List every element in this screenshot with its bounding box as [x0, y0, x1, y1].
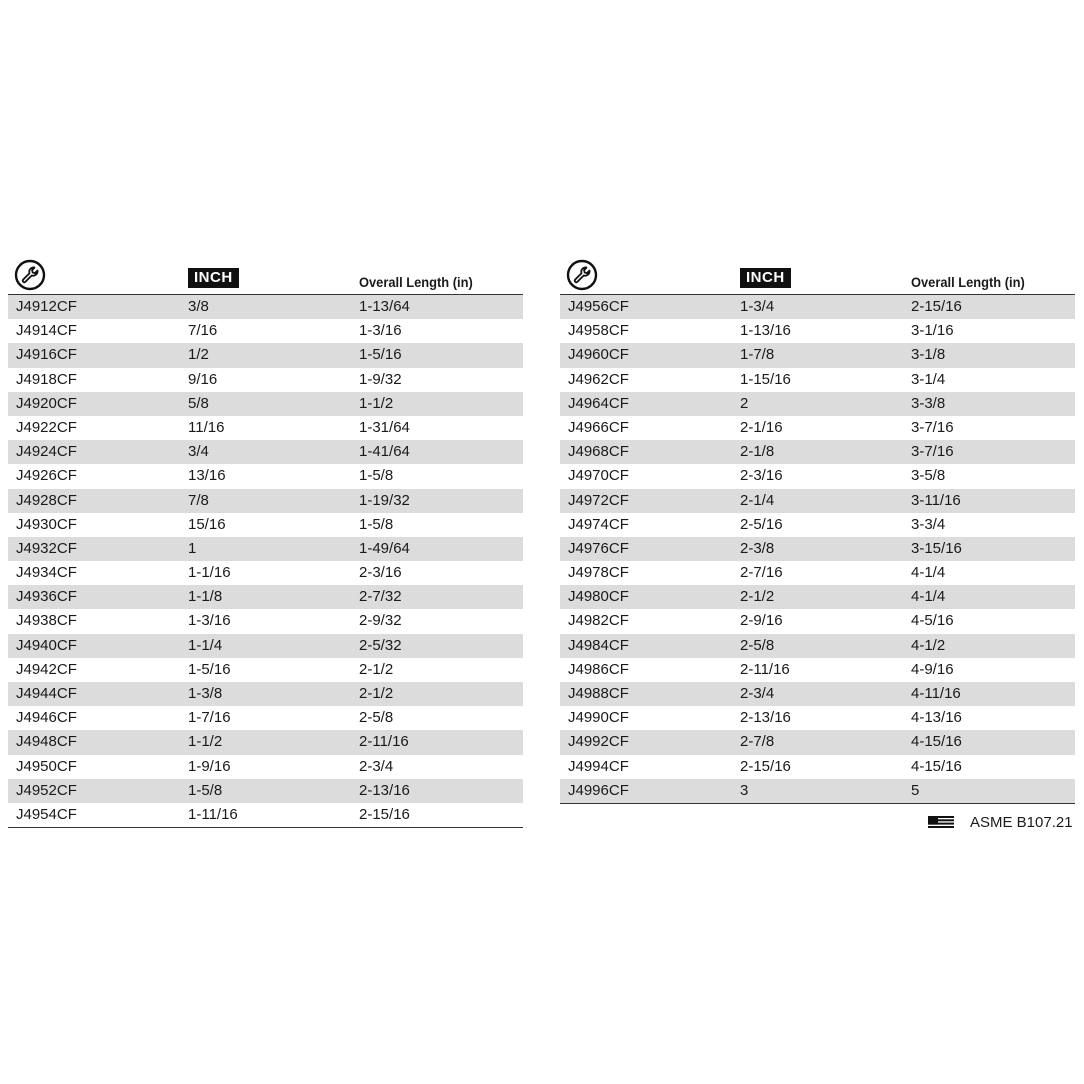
part-number: J4918CF: [16, 370, 77, 388]
part-number: J4958CF: [568, 322, 629, 340]
part-number: J4956CF: [568, 298, 629, 315]
table-row: [8, 706, 523, 730]
part-number: J4948CF: [16, 733, 77, 751]
overall-length: 3-1/8: [911, 346, 946, 364]
table-body: [8, 295, 523, 827]
part-number: J4936CF: [16, 588, 77, 606]
part-number: J4972CF: [568, 491, 629, 509]
overall-length: 1-13/64: [359, 298, 410, 315]
overall-length: 1-9/32: [359, 370, 402, 388]
overall-length: 4-15/16: [911, 757, 962, 775]
size-inch: 1-3/16: [188, 612, 231, 630]
size-inch: 15/16: [188, 515, 226, 533]
table-bottom-rule: [560, 803, 1075, 804]
overall-length: 4-5/16: [911, 612, 954, 630]
part-number: J4930CF: [16, 515, 77, 533]
table-row: [560, 319, 1075, 343]
table-row: [8, 755, 523, 779]
size-inch: 2-13/16: [740, 709, 791, 727]
part-number: J4986CF: [568, 660, 629, 678]
part-number: J4966CF: [568, 418, 629, 436]
size-inch: 2-5/8: [740, 636, 775, 654]
overall-length: 2-7/32: [359, 588, 402, 606]
table-row: [560, 755, 1075, 779]
size-inch: 7/16: [188, 322, 218, 340]
table-row: [560, 392, 1075, 416]
part-number: J4970CF: [568, 467, 629, 485]
table-row: [560, 464, 1075, 488]
size-inch: 5/8: [188, 394, 209, 412]
overall-length: 2-15/16: [911, 298, 962, 315]
overall-length: 4-1/4: [911, 588, 946, 606]
size-inch: 2-3/4: [740, 685, 775, 702]
overall-length: 2-15/16: [359, 805, 410, 823]
overall-length: 2-3/16: [359, 564, 402, 582]
part-number: J4932CF: [16, 539, 77, 557]
part-number: J4946CF: [16, 709, 77, 727]
part-number: J4926CF: [16, 467, 77, 485]
table-row: [8, 779, 523, 803]
overall-length: 1-5/8: [359, 467, 394, 485]
part-number: J4962CF: [568, 370, 629, 388]
overall-length: 1-5/8: [359, 515, 394, 533]
size-inch: 3: [740, 781, 749, 799]
overall-length: 4-11/16: [911, 685, 961, 702]
table-row: [8, 561, 523, 585]
size-inch: 11/16: [188, 418, 225, 436]
table-row: [560, 609, 1075, 633]
size-inch: 2-15/16: [740, 757, 791, 775]
part-number: J4942CF: [16, 660, 77, 678]
overall-length: 2-5/8: [359, 709, 394, 727]
overall-length: 2-5/32: [359, 636, 402, 654]
size-inch: 1-7/16: [188, 709, 231, 727]
size-inch: 1: [188, 539, 197, 557]
overall-length: 4-1/2: [911, 636, 946, 654]
table-row: [560, 416, 1075, 440]
overall-length: 1-5/16: [359, 346, 402, 364]
table-row: [8, 464, 523, 488]
size-inch: 1-5/8: [188, 781, 223, 799]
size-inch: 7/8: [188, 491, 209, 509]
overall-length: 3-5/8: [911, 467, 946, 485]
part-number: J4914CF: [16, 322, 77, 340]
part-number: J4984CF: [568, 636, 629, 654]
table-row: [560, 779, 1075, 803]
table-row: [560, 537, 1075, 561]
overall-length: 2-1/2: [359, 685, 394, 702]
overall-length: 3-1/4: [911, 370, 946, 388]
part-number: J4950CF: [16, 757, 77, 775]
overall-length: 3-11/16: [911, 491, 961, 509]
table-row: [8, 634, 523, 658]
size-inch: 2-1/8: [740, 443, 775, 461]
size-inch: 1-1/16: [188, 564, 231, 582]
part-number: J4988CF: [568, 685, 629, 702]
spec-table-left: [8, 258, 523, 828]
overall-length: 1-19/32: [359, 491, 410, 509]
size-inch: 2-7/16: [740, 564, 783, 582]
part-number: J4944CF: [16, 685, 77, 702]
part-number: J4994CF: [568, 757, 629, 775]
size-inch: 1-3/8: [188, 685, 223, 702]
table-row: [560, 706, 1075, 730]
table-row: [8, 392, 523, 416]
overall-length: 4-9/16: [911, 660, 954, 678]
part-number: J4968CF: [568, 443, 629, 461]
length-label: Overall Length (in): [359, 274, 473, 290]
asme-standard: ASME B107.21: [970, 814, 1073, 831]
table-row: [560, 368, 1075, 392]
table-row: [560, 585, 1075, 609]
overall-length: 3-3/8: [911, 394, 946, 412]
overall-length: 1-3/16: [359, 322, 402, 340]
overall-length: 1-1/2: [359, 394, 394, 412]
length-label: Overall Length (in): [911, 274, 1025, 290]
part-number: J4974CF: [568, 515, 629, 533]
size-inch: 1-1/4: [188, 636, 223, 654]
overall-length: 2-3/4: [359, 757, 394, 775]
table-row: [560, 343, 1075, 367]
overall-length: 2-13/16: [359, 781, 410, 799]
table-row: [560, 295, 1075, 319]
size-inch: 2-7/8: [740, 733, 775, 751]
part-number: J4928CF: [16, 491, 77, 509]
part-number: J4990CF: [568, 709, 629, 727]
overall-length: 2-1/2: [359, 660, 394, 678]
part-number: J4920CF: [16, 394, 77, 412]
table-row: [8, 537, 523, 561]
size-inch: 1/2: [188, 346, 209, 364]
size-inch: 2-3/8: [740, 539, 775, 557]
table-row: [8, 658, 523, 682]
overall-length: 1-49/64: [359, 539, 410, 557]
part-number: J4964CF: [568, 394, 629, 412]
size-inch: 1-7/8: [740, 346, 775, 364]
table-row: [560, 634, 1075, 658]
table-row: [560, 489, 1075, 513]
table-row: [560, 440, 1075, 464]
table-row: [8, 803, 523, 827]
overall-length: 5: [911, 781, 920, 799]
overall-length: 4-15/16: [911, 733, 962, 751]
size-inch: 2-1/4: [740, 491, 775, 509]
size-inch: 2-5/16: [740, 515, 783, 533]
table-body: [560, 295, 1075, 803]
overall-length: 2-9/32: [359, 612, 402, 630]
size-inch: 1-3/4: [740, 298, 775, 315]
part-number: J4976CF: [568, 539, 629, 557]
overall-length: 3-15/16: [911, 539, 962, 557]
part-number: J4960CF: [568, 346, 629, 364]
overall-length: 3-3/4: [911, 515, 946, 533]
table-row: [8, 513, 523, 537]
table-row: [8, 609, 523, 633]
table-row: [560, 561, 1075, 585]
part-number: J4980CF: [568, 588, 629, 606]
size-inch: 1-1/8: [188, 588, 223, 606]
part-number: J4982CF: [568, 612, 629, 630]
overall-length: 2-11/16: [359, 733, 409, 751]
part-number: J4978CF: [568, 564, 629, 582]
part-number: J4952CF: [16, 781, 77, 799]
overall-length: 1-41/64: [359, 443, 410, 461]
wrench-icon: [566, 259, 598, 291]
part-number: J4922CF: [16, 418, 77, 436]
part-number: J4940CF: [16, 636, 77, 654]
table-row: [8, 295, 523, 319]
size-inch: 2-9/16: [740, 612, 783, 630]
table-row: [8, 489, 523, 513]
size-inch: 3/8: [188, 298, 209, 315]
size-inch: 1-9/16: [188, 757, 231, 775]
overall-length: 4-13/16: [911, 709, 962, 727]
part-number: J4938CF: [16, 612, 77, 630]
size-inch: 3/4: [188, 443, 209, 461]
size-inch: 2: [740, 394, 749, 412]
table-header: [8, 258, 523, 295]
size-inch: 13/16: [188, 467, 226, 485]
table-row: [8, 319, 523, 343]
part-number: J4992CF: [568, 733, 629, 751]
part-number: J4924CF: [16, 443, 77, 461]
size-inch: 1-11/16: [188, 805, 238, 823]
table-row: [8, 682, 523, 706]
table-row: [8, 343, 523, 367]
size-inch: 9/16: [188, 370, 218, 388]
overall-length: 4-1/4: [911, 564, 946, 582]
part-number: J4912CF: [16, 298, 77, 315]
table-row: [8, 416, 523, 440]
size-inch: 1-1/2: [188, 733, 223, 751]
table-row: [560, 682, 1075, 706]
table-header: [560, 258, 1075, 295]
size-inch: 1-15/16: [740, 370, 791, 388]
overall-length: 3-7/16: [911, 418, 954, 436]
size-inch: 2-1/16: [740, 418, 783, 436]
table-row: [8, 585, 523, 609]
size-inch: 1-13/16: [740, 322, 791, 340]
part-number: J4996CF: [568, 781, 629, 799]
overall-length: 3-1/16: [911, 322, 954, 340]
table-row: [560, 658, 1075, 682]
wrench-icon: [14, 259, 46, 291]
table-row: [8, 730, 523, 754]
size-inch: 2-3/16: [740, 467, 783, 485]
size-inch: 2-1/2: [740, 588, 775, 606]
table-row: [560, 513, 1075, 537]
size-inch: 1-5/16: [188, 660, 231, 678]
table-row: [560, 730, 1075, 754]
spec-table-right: [560, 258, 1075, 804]
table-row: [8, 368, 523, 392]
size-inch: 2-11/16: [740, 660, 790, 678]
table-bottom-rule: [8, 827, 523, 828]
part-number: J4954CF: [16, 805, 77, 823]
overall-length: 3-7/16: [911, 443, 954, 461]
part-number: J4916CF: [16, 346, 77, 364]
us-flag-icon: [928, 816, 954, 828]
part-number: J4934CF: [16, 564, 77, 582]
size-label: INCH: [188, 268, 239, 288]
table-row: [8, 440, 523, 464]
size-label: INCH: [740, 268, 791, 288]
overall-length: 1-31/64: [359, 418, 410, 436]
